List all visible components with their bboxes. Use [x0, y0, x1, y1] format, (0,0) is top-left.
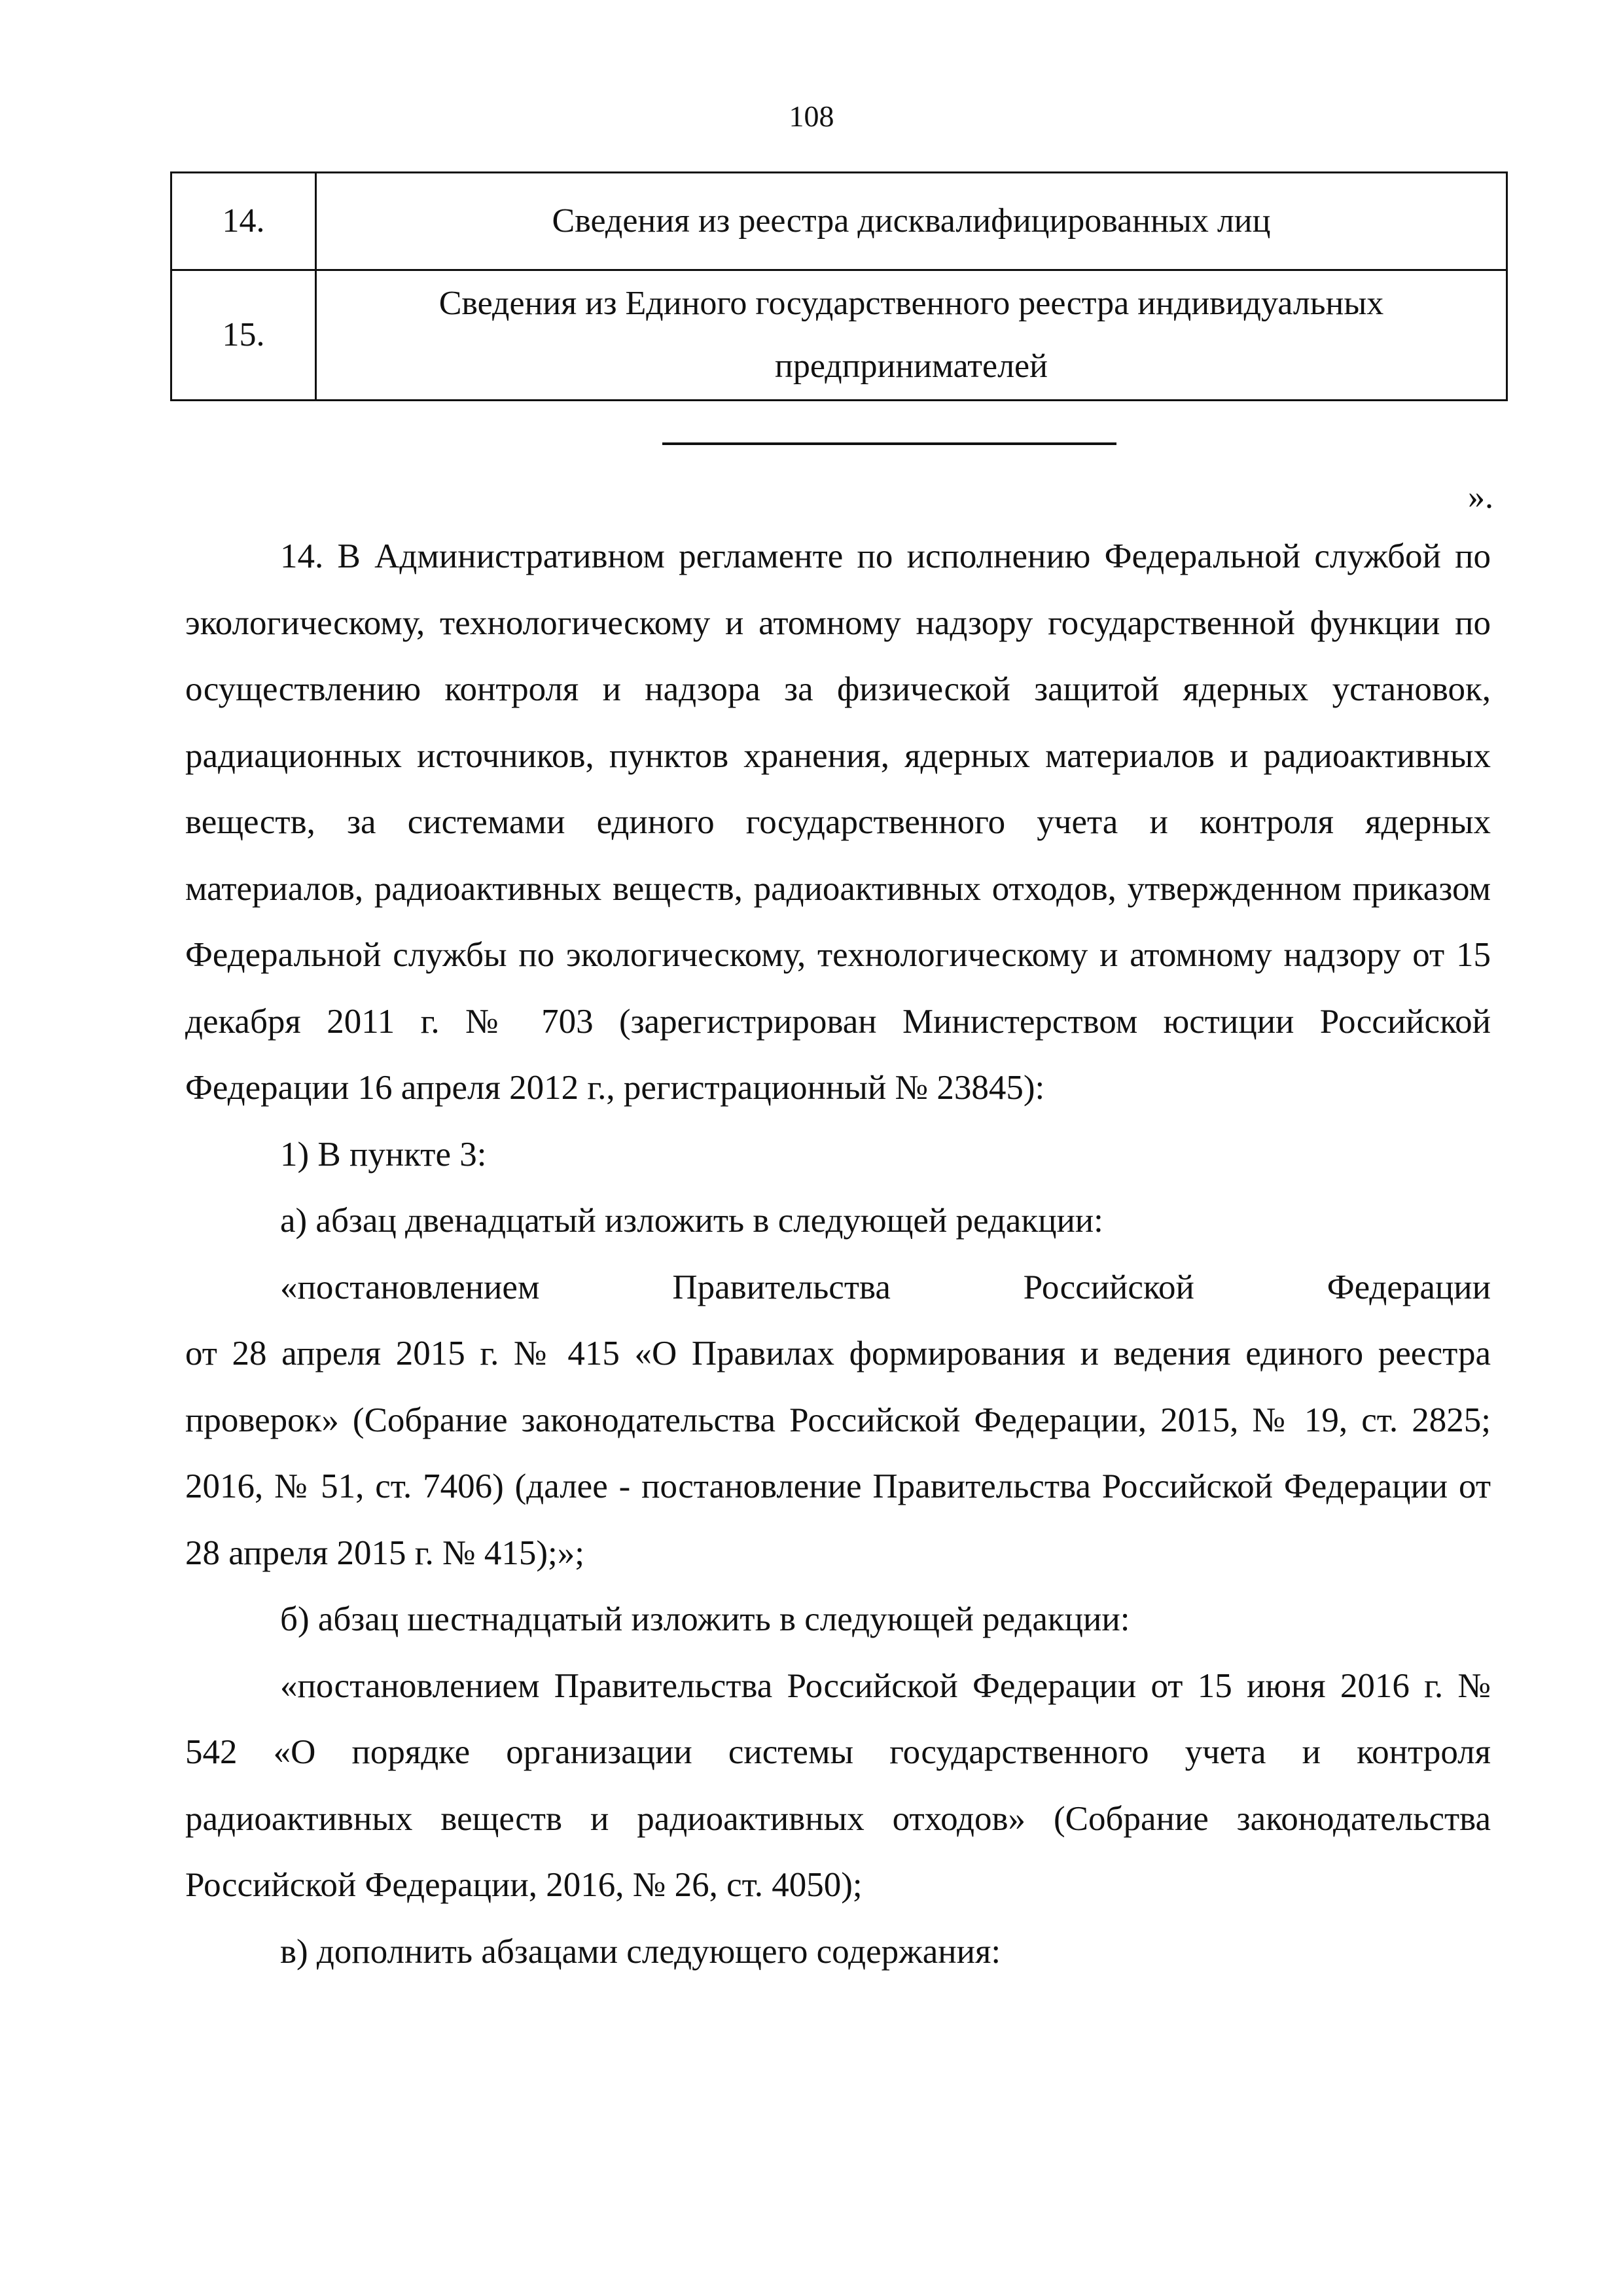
quote-continuation: от 28 апреля 2015 г. № 415 «О Правилах формирования и ведения единого реестра проверок» (Собрание законодательства Российской Федерации, 2015, № 19, ст. 2825; 2016, № 51, ст. 7406) (далее - постановление Правительства Российской Федерации от 28 апреля 2015 г. № 415);»; [185, 1335, 1491, 1572]
table-row [171, 270, 1507, 401]
row-number: 14. [171, 173, 316, 270]
registry-table [170, 171, 1508, 401]
page-number: 108 [789, 99, 834, 133]
row-number: 15. [171, 270, 316, 401]
separator-line [662, 442, 1116, 445]
quote-line: «постановлением Правительства Российской Федерации [280, 1268, 1491, 1306]
paragraph-subpoint-a: а) абзац двенадцатый изложить в следующей редакции: [280, 1202, 1103, 1240]
row-text: Сведения из реестра дисквалифицированных лиц [316, 173, 1507, 270]
closing-quote: ». [1468, 478, 1493, 516]
paragraph-subpoint-b: б) абзац шестнадцатый изложить в следующей редакции: [280, 1600, 1130, 1638]
body-text [185, 524, 1491, 1985]
table-row [171, 173, 1507, 270]
quote-paragraph: «постановлением Правительства Российской Федерации от 15 июня 2016 г. № 542 «О порядке организации системы государственного учета и контроля радиоактивных веществ и радиоактивных отходов» (Собрание законодательства Российской Федерации, 2016, № 26, ст. 4050); [185, 1666, 1491, 1904]
paragraph-14: 14. В Административном регламенте по исполнению Федеральной службой по экологическому, технологическому и атомному надзору государственной функции по осуществлению контроля и надзора за физической защитой ядерных установок, радиационных источников, пунктов хранения, ядерных материалов и радиоактивных веществ, за системами единого государственного учета и контроля ядерных материалов, радиоактивных веществ, радиоактивных отходов, утвержденном приказом Федеральной службы по экологическому, технологическому и атомному надзору от 15 декабря 2011 г. № 703 (зарегистрирован Министерством юстиции Российской Федерации 16 апреля 2012 г., регистрационный № 23845): [185, 537, 1491, 1107]
paragraph-subpoint-v: в) дополнить абзацами следующего содержания: [280, 1932, 1001, 1971]
paragraph-point-1: 1) В пункте 3: [280, 1135, 487, 1174]
row-text: Сведения из Единого государственного реестра индивидуальных предпринимателей [316, 270, 1507, 401]
